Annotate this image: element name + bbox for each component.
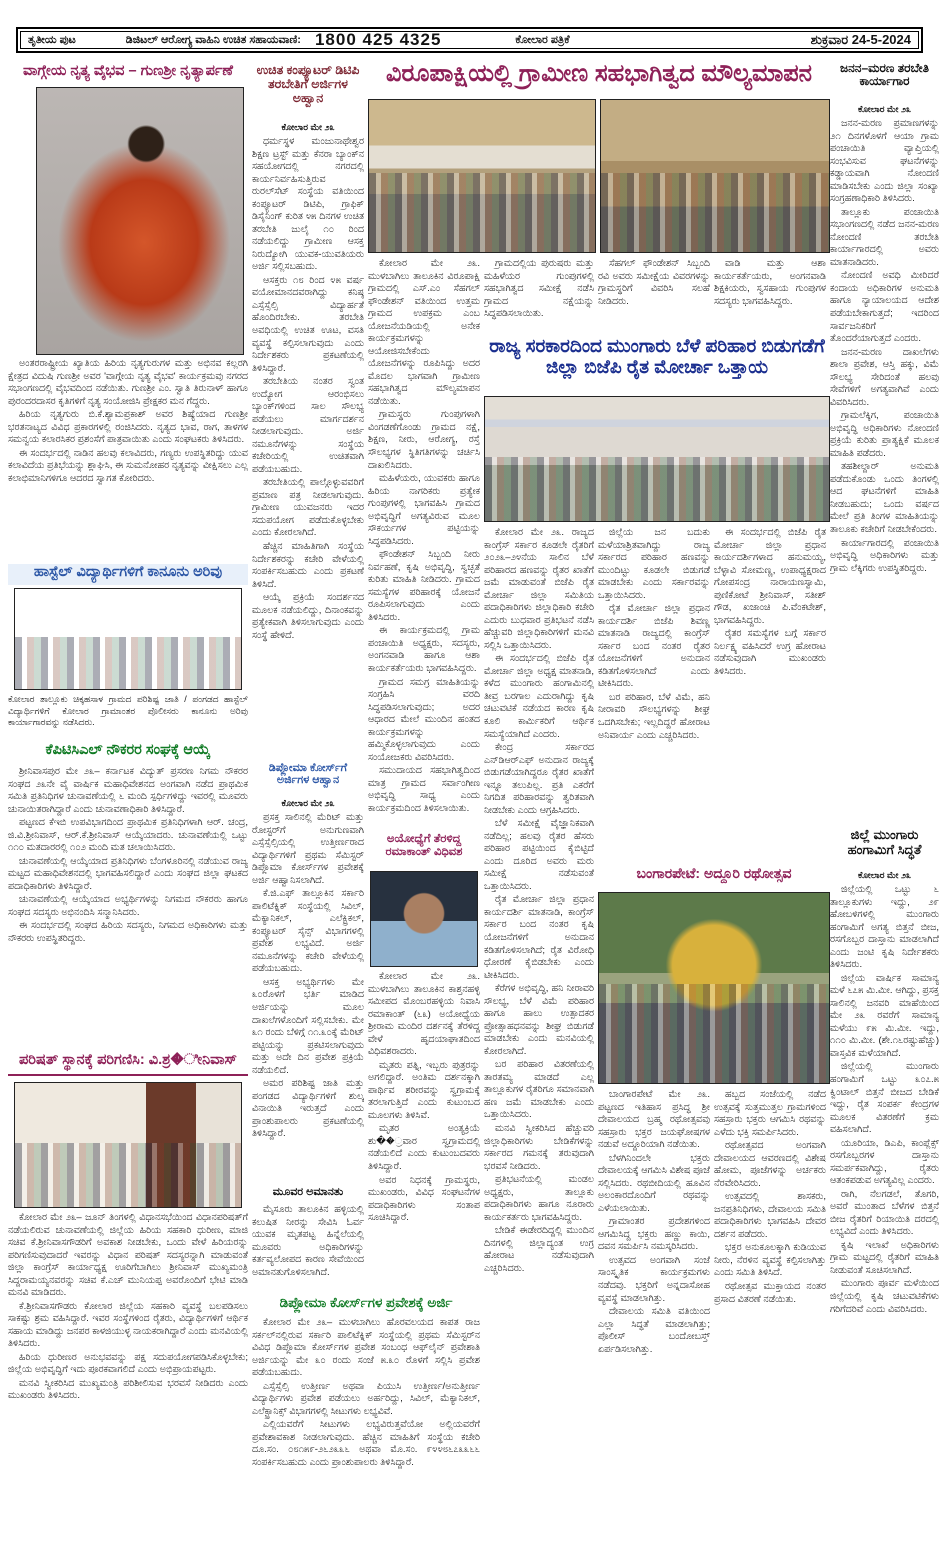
article-paragraph: ಕೋಲಾರ ಮೇ ೨೩. ಮುಳಬಾಗಿಲು ತಾಲೂಕಿನ ಕಾಶ್ತನಹಳ್ಳಿ ಸಮೀಪದ ಮೊಂಬರಹಳ್ಳಿಯ ನಿವಾಸಿ ರಮಾಕಾಂತ್ (೬೩) ಅಯೋಧ್ಯೆಯ ಶ್ರೀರಾಮ ಮಂದಿರ ದರ್ಶನಕ್ಕೆ ತೆರಳಿದ್ದ ವೇಳೆ ಹೃದಯಾಘಾತದಿಂದ ವಿಧಿವಶರಾದರು. — [368, 971, 480, 1058]
suspension-subhead: ಮೂವರ ಅಮಾನತು — [272, 1186, 344, 1198]
article-paragraph: ಜಿಲ್ಲೆಯ ವಾರ್ಷಿಕ ಸಾಮಾನ್ಯ ಮಳೆ ೬೭೫ ಮಿ.ಮೀ. ಆಗಿದ್ದು, ಪ್ರಸಕ್ತ ಸಾಲಿನಲ್ಲಿ ಜನವರಿ ಮಾಹೆಯಿಂದ ಮೇ ೨೩ ರವರೆಗೆ ಸಾಮಾನ್ಯ ಮಳೆಯು ೯೫ ಮಿ.ಮೀ. ಇದ್ದು, ೧೧೦ ಮಿ.ಮೀ. (ಶೇ.೧೬ರಷ್ಟುಹೆಚ್ಚು) ವಾಸ್ತವಿಕ ಮಳೆಯಾಗಿದೆ. — [830, 972, 939, 1059]
article-paragraph: ಅವರ ನಿಧನಕ್ಕೆ ಗ್ರಾಮಸ್ಥರು, ಮುಖಂಡರು, ವಿವಿಧ ಸಂಘಟನೆಗಳ ಪದಾಧಿಕಾರಿಗಳು ಸಂತಾಪ ಸೂಚಿಸಿದ್ದಾರೆ. — [368, 1174, 480, 1224]
kptcl-article-headline: ಕೆಪಿಟಿಸಿಎಲ್ ನೌಕರರ ಸಂಘಕ್ಕೆ ಆಯ್ಕೆ — [45, 742, 211, 758]
monsoon-prep-headline: ಜಿಲ್ಲೆ ಮುಂಗಾರು ಹಂಗಾಮಿಗೆ ಸಿದ್ಧತೆ — [847, 828, 922, 857]
article-paragraph: ಮೈಸೂರು ತಾಲೂಕಿನ ಹಳ್ಳಿಯಲ್ಲಿ ಕಲುಷಿತ ನೀರನ್ನು ಸೇವಿಸಿ ಓರ್ವ ಯುವಕ ಮೃತಪಟ್ಟ ಹಿನ್ನೆಲೆಯಲ್ಲಿ ಮೂವರು ಅಧಿಕಾರಿಗಳನ್ನು ಕರ್ತವ್ಯಲೋಪದ ಕಾರಣ ಸೇವೆಯಿಂದ ಅಮಾನತುಗೊಳಿಸಲಾಗಿದೆ. — [252, 1204, 364, 1278]
article-paragraph: ಜನನ-ಮರಣ ದಾಖಲೆಗಳು ಶಾಲಾ ಪ್ರವೇಶ, ಆಸ್ತಿ ಹಕ್ಕು, ವಿಮೆ ಸೌಲಭ್ಯ ಸೇರಿದಂತೆ ಹಲವು ಸೇವೆಗಳಿಗೆ ಅಗತ್ಯವಾಗಿವೆ ಎಂದು ವಿವರಿಸಿದರು. — [830, 346, 939, 408]
article-paragraph: ಪ್ರಸಕ್ತ ಸಾಲಿನಲ್ಲಿ ಮೆರಿಟ್ ಮತ್ತು ರೋಸ್ಟರ್‌ಗೆ ಅನುಗುಣವಾಗಿ ಎಸ್ಸೆಸ್ಸೆಲ್ಸಿಯಲ್ಲಿ ಉತ್ತೀರ್ಣರಾದ ವಿದ್ಯಾರ್ಥಿಗಳಿಗೆ ಪ್ರಥಮ ಸೆಮಿಸ್ಟರ್ ಡಿಪ್ಲೊಮಾ ಕೋರ್ಸ್‌ಗಳ ಪ್ರವೇಶಕ್ಕೆ ಅರ್ಜಿ ಆಹ್ವಾನಿಸಲಾಗಿದೆ. — [252, 812, 364, 886]
article-paragraph: ಪ್ರತಿಭಟನೆಯಲ್ಲಿ ಮಂಡಲ ಅಧ್ಯಕ್ಷರು, ತಾಲ್ಲೂಕು ಪದಾಧಿಕಾರಿಗಳು ಹಾಗೂ ನೂರಾರು ಕಾರ್ಯಕರ್ತರು ಭಾಗವಹಿಸಿದ್ದರು. — [484, 1174, 594, 1223]
parishat-article-body — [8, 1212, 248, 1542]
article-paragraph: ರೈತ ಮೋರ್ಚಾ ಜಿಲ್ಲಾ ಪ್ರಧಾನ ಕಾರ್ಯದರ್ಶಿ ಬಿಜೆಪಿ ಶಿವಣ್ಣ ಮಾತನಾಡಿ ರಾಜ್ಯದಲ್ಲಿ ಕಾಂಗ್ರೆಸ್ ಸರ್ಕಾರ ಬಂದ ನಂತರ ರೈತರ ಯೋಜನೆಗಳಿಗೆ ಅನುದಾನ ಕಡಿತಗೊಳಿಸಲಾಗಿದೆ ಎಂದು ಟೀಕಿಸಿದರು. — [598, 603, 710, 690]
article-paragraph: ಧರ್ಮಸ್ಥಳ ಮಂಜುನಾಥೇಶ್ವರ ಶಿಕ್ಷಣ ಟ್ರಸ್ಟ್ ಮತ್ತು ಕೆನರಾ ಬ್ಯಾಂಕ್‌ನ ಸಹಯೋಗದಲ್ಲಿ ನಗರದಲ್ಲಿ ಕಾರ್ಯನಿರ್ವಹಿಸುತ್ತಿರುವ ರುರಲ್‌ಸೆಟ್ ಸಂಸ್ಥೆಯ ವತಿಯಿಂದ ಕಂಪ್ಯೂಟರ್ ಡಿಟಿಪಿ, ಗ್ರಾಫಿಕ್ ಡಿಸೈನಿಂಗ್ ಕುರಿತ ೪೫ ದಿನಗಳ ಉಚಿತ ತರಬೇತಿ ಜುಲೈ ೧೦ ರಿಂದ ನಡೆಯಲಿದ್ದು ಗ್ರಾಮೀಣ ಆಸಕ್ತ ನಿರುದ್ಯೋಗಿ ಯುವಕ-ಯುವತಿಯರು ಅರ್ಜಿ ಸಲ್ಲಿಸಬಹುದು. — [252, 136, 364, 273]
ramakanth-portrait-photo — [370, 871, 478, 967]
evaluation-body-col-4 — [714, 258, 826, 332]
article-paragraph: ರಥೋತ್ಸವ ಮುಕ್ತಾಯದ ನಂತರ ಪ್ರಸಾದ ವಿತರಣೆ ನಡೆಯಿತು. — [714, 1280, 826, 1305]
article-paragraph: ಜಿಲ್ಲೆಯಲ್ಲಿ ಮುಂಗಾರು ಹಂಗಾಮಿಗೆ ಒಟ್ಟು ೩೦೭.೫ ಕ್ವಿಂಟಾಲ್ ಬಿತ್ತನೆ ಬೀಜದ ಬೇಡಿಕೆ ಇದ್ದು, ರೈತ ಸಂಪರ್ಕ ಕೇಂದ್ರಗಳ ಮೂಲಕ ವಿತರಣೆಗೆ ಕ್ರಮ ವಹಿಸಲಾಗಿದೆ. — [830, 1061, 939, 1136]
page-number-label: ತೃತೀಯ ಪುಟ — [28, 33, 76, 46]
rathotsava-body-col-1 — [598, 1089, 710, 1541]
article-paragraph: ಕೋಲಾರ ಮೇ ೨೩– ಜೂನ್ ತಿಂಗಳಲ್ಲಿ ವಿಧಾನಸಭೆಯಿಂದ ವಿಧಾನಪರಿಷತ್‌ಗೆ ನಡೆಯಲಿರುವ ಚುನಾವಣೆಯಲ್ಲಿ ಜಿಲ್ಲೆಯ ಹಿರಿಯ ಸಹಕಾರಿ ಧುರೀಣ, ಮಾಜಿ ಸಚಿವ ಕೆ.ಶ್ರೀನಿವಾಸಗೌಡರಿಗೆ ಅವಕಾಶ ನೀಡಬೇಕು, ಒಂದು ವೇಳೆ ಹಿರಿಯರನ್ನು ಪರಿಗಣಿಸುವುದಾದರೆ ಇವರನ್ನು ವಿಧಾನ ಪರಿಷತ್ ಸದಸ್ಯರನ್ನಾಗಿ ಮಾಡುವಂತೆ ಜಿಲ್ಲಾ ಕಾಂಗ್ರೆಸ್ ಕಾರ್ಯಾಧ್ಯಕ್ಷ ಊರಿಗೆಬಾಗಿಲು ಶ್ರೀನಿವಾಸ್ ಮುಖ್ಯಮಂತ್ರಿ ಸಿದ್ದರಾಮಯ್ಯನವರನ್ನು ಸಚಿವ ಕೆ.ಎಚ್ ಮುನಿಯಪ್ಪ ಅವರೊಂದಿಗೆ ಭೇಟಿ ಮಾಡಿ ಮನವಿ ಮಾಡಿದರು. — [8, 1212, 248, 1299]
article-paragraph: ಜನನ-ಮರಣ ಪ್ರಮಾಣಗಳನ್ನು ೨೧ ದಿನಗಳೊಳಗೆ ಆಯಾ ಗ್ರಾಮ ಪಂಚಾಯಿತಿ ವ್ಯಾಪ್ತಿಯಲ್ಲಿ ಸಂಭವಿಸುವ ಘಟನೆಗಳನ್ನು ಕಡ್ಡಾಯವಾಗಿ ನೋಂದಣಿ ಮಾಡಿಸಬೇಕು ಎಂದು ಜಿಲ್ಲಾ ಸಂಖ್ಯಾ ಸಂಗ್ರಹಣಾಧಿಕಾರಿ ತಿಳಿಸಿದರು. — [830, 118, 939, 205]
article-paragraph: ಗ್ರಾಮಸ್ಥರು ಗುಂಪುಗಳಾಗಿ ವಿಂಗಡಣೆಗೊಂಡು ಗ್ರಾಮದ ನಕ್ಷೆ, ಶಿಕ್ಷಣ, ನೀರು, ಆರೋಗ್ಯ, ರಸ್ತೆ ಸೌಲಭ್ಯಗಳ ಸ್ಥಿತಿಗತಿಗಳನ್ನು ಚರ್ಚಿಸಿ ದಾಖಲಿಸಿದರು. — [368, 409, 480, 471]
article-paragraph: ಈ ಸಂದರ್ಭದಲ್ಲಿ ಬಿಜೆಪಿ ರೈತ ಮೋರ್ಚಾ ಜಿಲ್ಲಾ ಅಧ್ಯಕ್ಷ ಮಾತನಾಡಿ, ಕಳೆದ ಮುಂಗಾರು ಹಂಗಾಮಿನಲ್ಲಿ ತೀವ್ರ ಬರಗಾಲ ಎದುರಾಗಿದ್ದು ಕೃಷಿ ಚಟುವಟಿಕೆ ನಡೆಯದ ಕಾರಣ ಕೃಷಿ ಕೂಲಿ ಕಾರ್ಮಿಕರಿಗೆ ಆರ್ಥಿಕ ಸಮಸ್ಯೆಯಾಗಿದೆ ಎಂದರು. — [484, 653, 594, 740]
evaluation-body-col-3 — [598, 258, 710, 332]
evaluation-group-photo-left — [368, 99, 596, 253]
article-paragraph: ಗ್ರಾಮದ ಸಮಗ್ರ ಮಾಹಿತಿಯನ್ನು ಸಂಗ್ರಹಿಸಿ ವರದಿ ಸಿದ್ಧಪಡಿಸಲಾಗುವುದು; ಅದರ ಆಧಾರದ ಮೇಲೆ ಮುಂದಿನ ಹಂತದ ಕಾರ್ಯಕ್ರಮಗಳನ್ನು ಹಮ್ಮಿಕೊಳ್ಳಲಾಗುವುದು ಎಂದು ಸಂಯೋಜಕರು ವಿವರಿಸಿದರು. — [368, 676, 480, 763]
article-paragraph: ಕೋಲಾರ ಮೇ ೨೩– ಮುಳಬಾಗಿಲು ಹೊರವಲಯದ ಕಾಪತ ರಾಜ ಸರ್ಕಲ್‌ನಲ್ಲಿರುವ ಸರ್ಕಾರಿ ಪಾಲಿಟೆಕ್ನಿಕ್ ಸಂಸ್ಥೆಯಲ್ಲಿ ಪ್ರಥಮ ಸೆಮಿಸ್ಟರ್‌ನ ವಿವಿಧ ಡಿಪ್ಲೊಮಾ ಕೋರ್ಸ್‌ಗಳ ಪ್ರವೇಶ ಸಂಬಂಧ ಆಫ್‌ಲೈನ್ ಪ್ರವೇಶಾತಿ ಅರ್ಜಿಯನ್ನು ಮೇ ೩೦ ರಂದು ಸಂಜೆ ೫.೩೦ ರೊಳಗೆ ಸಲ್ಲಿಸಿ ಪ್ರವೇಶ ಪಡೆಯಬಹುದು. — [252, 1317, 480, 1379]
article-paragraph: ಕೋಲಾರ ಮೇ ೨೩. ಮುಳಬಾಗಿಲು ತಾಲೂಕಿನ ವಿರೂಪಾಕ್ಷಿ ಗ್ರಾಮದಲ್ಲಿ ಎಸ್.ಎಂ ಸೆಹಗಲ್ ಫೌಂಡೇಶನ್ ವತಿಯಿಂದ ಉತ್ತಮ ಗ್ರಾಮದ ಉಪಕ್ರಮ ಎಂಬ ಯೋಜನೆಯಡಿಯಲ್ಲಿ ಅನೇಕ ಕಾರ್ಯಕ್ರಮಗಳನ್ನು ಆಯೋಜಿಸಬೇಕೆಂದು ಯೋಜನೆಗಳನ್ನು ರೂಪಿಸಿದ್ದು ಅದರ ಮೊದಲ ಭಾಗವಾಗಿ ಗ್ರಾಮೀಣ ಸಹಭಾಗಿತ್ವದ ಮೌಲ್ಯಮಾಪನ ನಡೆಯಿತು. — [368, 258, 480, 407]
article-paragraph: ಈ ಸಂದರ್ಭದಲ್ಲಿ ಬಿಜೆಪಿ ರೈತ ಮೋರ್ಚಾ ಜಿಲ್ಲಾ ಪ್ರಧಾನ ಕಾರ್ಯದರ್ಶಿಗಳಾದ ಹನುಮಯ್ಯ, ಬೆಳ್ಳಾವಿ ಸೋಮಣ್ಣ, ಉಪಾಧ್ಯಕ್ಷರಾದ ಗೋಪಸಂದ್ರ ನಾರಾಯಣಸ್ವಾಮಿ, ಪುಣಿಕೋಟೆ ಶ್ರೀನಿವಾಸ್, ಸತೀಶ್ ಗೌಡ, ಖಜಾಂಚಿ ಪಿ.ವೆಂಕಟೇಶ್, ಭಾಗವಹಿಸಿದ್ದರು. — [714, 527, 826, 626]
article-paragraph: ರಥೋತ್ಸವದ ಅಂಗವಾಗಿ ದೇವಾಲಯದ ಆವರಣದಲ್ಲಿ ವಿಶೇಷ ಹೋಮ, ಪೂಜೆಗಳನ್ನು ಅರ್ಚಕರು ನೆರವೇರಿಸಿದರು. — [714, 1140, 826, 1189]
article-paragraph: ಈ ಸಂದರ್ಭದಲ್ಲಿ ಸಂಘದ ಹಿರಿಯ ಸದಸ್ಯರು, ನಿಗಮದ ಅಧಿಕಾರಿಗಳು ಮತ್ತು ನೌಕರರು ಉಪಸ್ಥಿತರಿದ್ದರು. — [8, 920, 248, 944]
diploma-invite-subhead: ಡಿಪ್ಲೋಮಾ ಕೋರ್ಸ್‌ಗೆ ಅರ್ಜಿಗಳ ಆಹ್ವಾನ — [268, 762, 348, 787]
rathotsava-headline: ಬಂಗಾರಪೇಟೆ: ಅದ್ದೂರಿ ರಥೋತ್ಸವ — [636, 866, 792, 881]
article-paragraph: ಅಂತರರಾಷ್ಟ್ರೀಯ ಖ್ಯಾತಿಯ ಹಿರಿಯ ನೃತ್ಯಗುರುಗಳ ಮತ್ತು ಅಭಿನವ ಕಲ್ಲರಗಿ ಕ್ಷೇತ್ರದ ವಿದುಷಿ ಗುಣಶ್ರೀ ಅವರ 'ವಾಗ್ಗೇಯ ನೃತ್ಯ ವೈಭವ' ಕಾರ್ಯಕ್ರಮವು ನಗರದ ಸಭಾಂಗಣದಲ್ಲಿ ವೈಭವದಿಂದ ನಡೆಯಿತು. ಗುಣಶ್ರೀ ಎಂ. ಸ್ವಾತಿ ತಿರುನಾಳ್ ಹಾಗೂ ಪುರಂದರದಾಸರ ಕೃತಿಗಳಿಗೆ ನೃತ್ಯ ಸಂಯೋಜಿಸಿ ಪ್ರೇಕ್ಷಕರ ಮನ ಗೆದ್ದರು. — [8, 358, 248, 407]
helpline-label: ಡಿಜಿಟಲ್ ಆರೋಗ್ಯ ವಾಹಿನಿ ಉಚಿತ ಸಹಾಯವಾಣಿ: — [125, 33, 301, 46]
article-paragraph: ಸೆಹಗಲ್ ಫೌಂಡೇಶನ್ ಸಿಬ್ಬಂದಿ ರವಿ ಅವರು ಸಮೀಕ್ಷೆಯ ವಿವರಗಳನ್ನು ಗ್ರಾಮಸ್ಥರಿಗೆ ವಿವರಿಸಿ ಸಲಹೆ ನೀಡಿದರು. — [598, 258, 710, 307]
article-paragraph: ಮಹಿಳೆಯರು, ಯುವಕರು ಹಾಗೂ ಹಿರಿಯ ನಾಗರಿಕರು ಪ್ರತ್ಯೇಕ ಗುಂಪುಗಳಲ್ಲಿ ಭಾಗವಹಿಸಿ ಗ್ರಾಮದ ಅಭಿವೃದ್ಧಿಗೆ ಅಗತ್ಯವಿರುವ ಮೂಲ ಸೌಕರ್ಯಗಳ ಪಟ್ಟಿಯನ್ನು ಸಿದ್ಧಪಡಿಸಿದರು. — [368, 473, 480, 547]
article-paragraph: ಬೆಳಗಿನಿಂದಲೇ ಭಕ್ತರು ದೇವಾಲಯಕ್ಕೆ ಆಗಮಿಸಿ ವಿಶೇಷ ಪೂಜೆ ಸಲ್ಲಿಸಿದರು. ರಥಬೀದಿಯಲ್ಲಿ ಹೂವಿನ ಅಲಂಕಾರದೊಂದಿಗೆ ರಥವನ್ನು ಎಳೆಯಲಾಯಿತು. — [598, 1152, 710, 1214]
ayodhya-obituary-body — [368, 971, 480, 1291]
article-paragraph: ಉತ್ಸವದ ಅಂಗವಾಗಿ ಸಂಜೆ ಸಾಂಸ್ಕೃತಿಕ ಕಾರ್ಯಕ್ರಮಗಳು ನಡೆದವು. ಭಕ್ತರಿಗೆ ಅನ್ನದಾಸೋಹ ವ್ಯವಸ್ಥೆ ಮಾಡಲಾಗಿತ್ತು. — [598, 1254, 710, 1304]
article-paragraph: ಬೇಡಿಕೆ ಈಡೇರದಿದ್ದಲ್ಲಿ ಮುಂದಿನ ದಿನಗಳಲ್ಲಿ ಜಿಲ್ಲಾದ್ಯಂತ ಉಗ್ರ ಹೋರಾಟ ನಡೆಸುವುದಾಗಿ ಎಚ್ಚರಿಸಿದರು. — [484, 1225, 594, 1274]
hostel-article-headline: ಹಾಸ್ಟೆಲ್ ವಿದ್ಯಾರ್ಥಿಗಳಿಗೆ ಕಾನೂನು ಅರಿವು — [8, 564, 248, 585]
article-paragraph: ಜಿಲ್ಲೆಯ ಜನ ಬದುಕು ಮಳೆಯಾಶ್ರಿತವಾಗಿದ್ದು ರಾಜ್ಯ ಸರ್ಕಾರದ ಪರಿಹಾರ ಹಣವನ್ನು ಮುಂದಿಟ್ಟು ಕೂಡಲೇ ಬಿಡುಗಡೆ ಮಾಡಬೇಕು ಎಂದು ಸರ್ಕಾರವನ್ನು ಒತ್ತಾಯಿಸಿದರು. — [598, 527, 710, 601]
article-paragraph: ಗ್ರಾಮಲೆಕ್ಕಿಗ, ಪಂಚಾಯಿತಿ ಅಭಿವೃದ್ಧಿ ಅಧಿಕಾರಿಗಳು ನೋಂದಣಿ ಪ್ರಕ್ರಿಯೆ ಕುರಿತು ಪ್ರಾತ್ಯಕ್ಷಿಕೆ ಮೂಲಕ ಮಾಹಿತಿ ಪಡೆದರು. — [830, 410, 939, 459]
article-paragraph: ಗ್ರಾಮದಲ್ಲಿಯ ಪುರುಷರು ಮತ್ತು ಮಹಿಳೆಯರ ಗುಂಪುಗಳಲ್ಲಿ ಸಹಭಾಗಿತ್ವದ ಸಮೀಕ್ಷೆ ನಡೆಸಿ ಗ್ರಾಮದ ನಕ್ಷೆಯನ್ನು ಸಿದ್ಧಪಡಿಸಲಾಯಿತು. — [484, 258, 594, 320]
article-paragraph: ತಾಲ್ಲೂಕು ಪಂಚಾಯಿತಿ ಸಭಾಂಗಣದಲ್ಲಿ ನಡೆದ ಜನನ-ಮರಣ ನೋಂದಣಿ ತರಬೇತಿ ಕಾರ್ಯಾಗಾರದಲ್ಲಿ ಅವರು ಮಾತನಾಡಿದರು. — [830, 206, 939, 268]
bjp-body-col-3 — [714, 527, 826, 863]
article-paragraph: ಬಾಂಗಾರಪೇಟೆ ಮೇ ೨೩. ಪಟ್ಟಣದ ಇತಿಹಾಸ ಪ್ರಸಿದ್ಧ ಶ್ರೀ ದೇವಾಲಯದ ಬ್ರಹ್ಮ ರಥೋತ್ಸವವು ಸಹಸ್ರಾರು ಭಕ್ತರ ಜಯಘೋಷಗಳ ನಡುವೆ ಅದ್ದೂರಿಯಾಗಿ ನಡೆಯಿತು. — [598, 1089, 710, 1151]
article-paragraph: ಹೆಚ್ಚಿನ ಮಾಹಿತಿಗಾಗಿ ಸಂಸ್ಥೆಯ ನಿರ್ದೇಶಕರನ್ನು ಕಚೇರಿ ವೇಳೆಯಲ್ಲಿ ಸಂಪರ್ಕಿಸಬಹುದು ಎಂದು ಪ್ರಕಟಣೆ ತಿಳಿಸಿದೆ. — [252, 541, 364, 590]
issue-date: ಶುಕ್ರವಾರ 24-5-2024 — [810, 32, 911, 47]
article-paragraph: ಕಾರ್ಯಾಗಾರದಲ್ಲಿ ಪಂಚಾಯಿತಿ ಅಭಿವೃದ್ಧಿ ಅಧಿಕಾರಿಗಳು ಮತ್ತು ಗ್ರಾಮ ಲೆಕ್ಕಿಗರು ಉಪಸ್ಥಿತರಿದ್ದರು. — [830, 537, 939, 574]
article-paragraph: ಕೆ.ಜಿ.ಎಫ್ ತಾಲ್ಲೂಕಿನ ಸರ್ಕಾರಿ ಪಾಲಿಟೆಕ್ನಿಕ್ ಸಂಸ್ಥೆಯಲ್ಲಿ ಸಿವಿಲ್, ಮೆಕ್ಯಾನಿಕಲ್, ಎಲೆಕ್ಟ್ರಿಕಲ್, ಕಂಪ್ಯೂಟರ್ ಸೈನ್ಸ್ ವಿಭಾಗಗಳಲ್ಲಿ ಪ್ರವೇಶ ಲಭ್ಯವಿದೆ. ಅರ್ಜಿ ನಮೂನೆಗಳನ್ನು ಕಚೇರಿ ವೇಳೆಯಲ್ಲಿ ಪಡೆಯಬಹುದು. — [252, 888, 364, 975]
article-paragraph: ಹಿರಿಯ ಧುರೀಣರ ಅನುಭವವನ್ನು ಪಕ್ಷ ಸದುಪಯೋಗಪಡಿಸಿಕೊಳ್ಳಬೇಕು; ಜಿಲ್ಲೆಯ ಅಭಿವೃದ್ಧಿಗೆ ಇದು ಪೂರಕವಾಗಲಿದೆ ಎಂದು ಅಭಿಪ್ರಾಯಪಟ್ಟರು. — [8, 1351, 248, 1376]
article-paragraph: ಬೆಳೆ ಸಮೀಕ್ಷೆ ವೈಜ್ಞಾನಿಕವಾಗಿ ನಡೆದಿಲ್ಲ; ಹಲವು ರೈತರ ಹೆಸರು ಪರಿಹಾರ ಪಟ್ಟಿಯಿಂದ ಕೈಬಿಟ್ಟಿದೆ ಎಂದು ದೂರಿದ ಅವರು ಮರು ಸಮೀಕ್ಷೆ ನಡೆಸುವಂತೆ ಒತ್ತಾಯಿಸಿದರು. — [484, 818, 594, 892]
article-paragraph: ಶ್ರೀನಿವಾಸಪುರ ಮೇ ೨೩– ಕರ್ನಾಟಕ ವಿದ್ಯುತ್ ಪ್ರಸರಣ ನಿಗಮ ನೌಕರರ ಸಂಘದ ೨೩ನೇ ವೈ ವಾರ್ಷಿಕ ಮಹಾಧಿವೇಶನದ ಅಂಗವಾಗಿ ನಡೆದ ಪ್ರಾಥಮಿಕ ಸಮಿತಿ ಪ್ರತಿನಿಧಿಗಳ ಚುನಾವಣೆಯಲ್ಲಿ ೬ ಮಂದಿ ಸ್ಪರ್ಧಿಗಳಿದ್ದು ಇವರಲ್ಲಿ ಮೂವರು ಚುನಾಯಿತರಾಗಿದ್ದಾರೆ ಎಂದು ಚುನಾವಣಾಧಿಕಾರಿ ತಿಳಿಸಿದ್ದಾರೆ. — [8, 766, 248, 815]
ayodhya-obituary-headline: ಅಯೋಧ್ಯೆಗೆ ತೆರಳಿದ್ದ ರಮಾಕಾಂತ್ ವಿಧಿವಶ — [385, 833, 463, 858]
dance-article-body — [8, 358, 248, 562]
article-paragraph: ಎಲ್ಲಿಯವರೆಗೆ ಸೀಟುಗಳು ಲಭ್ಯವಿರುತ್ತವೆಯೋ ಅಲ್ಲಿಯವರೆಗೆ ಪ್ರವೇಶಾವಕಾಶ ನೀಡಲಾಗುವುದು. ಹೆಚ್ಚಿನ ಮಾಹಿತಿಗೆ ಸಂಸ್ಥೆಯ ಕಚೇರಿ ದೂ.ಸಂ. ೦೮೧೫೯-೨೬೨೩೩೬ ಅಥವಾ ಮೊ.ಸಂ. ೯೪೪೮೬೭೩೩೬೬ ಸಂಪರ್ಕಿಸಬಹುದು ಎಂದು ಪ್ರಾಂಶುಪಾಲರು ತಿಳಿಸಿದ್ದಾರೆ. — [252, 1419, 480, 1468]
diploma-admission-body — [252, 1317, 480, 1542]
article-paragraph: ರೈತರ ಸಮಸ್ಯೆಗಳ ಬಗ್ಗೆ ಸರ್ಕಾರ ನಿರ್ಲಕ್ಷ್ಯ ವಹಿಸಿದರೆ ಉಗ್ರ ಹೋರಾಟ ನಡೆಸುವುದಾಗಿ ಮುಖಂಡರು ತಿಳಿಸಿದರು. — [714, 628, 826, 677]
dance-article-headline: ವಾಗ್ಗೇಯ ನೃತ್ಯ ವೈಭವ – ಗುಣಶ್ರೀ ನೃತ್ಯಾರ್ಪಣೆ — [23, 63, 233, 79]
article-paragraph: ಮೃತರ ಅಂತ್ಯಕ್ರಿಯೆ ಶು��್ರವಾರ ಸ್ವಗ್ರಾಮದಲ್ಲಿ ನಡೆಯಲಿದೆ ಎಂದು ಕುಟುಂಬದವರು ತಿಳಿಸಿದ್ದಾರೆ. — [368, 1123, 480, 1172]
article-paragraph: ಮನವಿ ಸ್ವೀಕರಿಸಿದ ಮುಖ್ಯಮಂತ್ರಿ ಪರಿಶೀಲಿಸುವ ಭರವಸೆ ನೀಡಿದರು ಎಂದು ಮುಖಂಡರು ತಿಳಿಸಿದರು. — [8, 1377, 248, 1402]
article-paragraph: ಕೆ.ಶ್ರೀನಿವಾಸಗೌಡರು ಕೋಲಾರ ಜಿಲ್ಲೆಯ ಸಹಕಾರಿ ವ್ಯವಸ್ಥೆ ಬಲಪಡಿಸಲು ಸಾಕಷ್ಟು ಶ್ರಮ ವಹಿಸಿದ್ದಾರೆ. ಇವರ ಸಂಸ್ಥೆಗಳಿಂದ ರೈತರು, ವಿದ್ಯಾರ್ಥಿಗಳಿಗೆ ಆರ್ಥಿಕ ಸಹಾಯ ಮಾಡಿದ್ದು ಜನಪರ ಕಾಳಜಿಯುಳ್ಳ ನಾಯಕರಾಗಿದ್ದಾರೆ ಎಂದು ಮನವಿಯಲ್ಲಿ ತಿಳಿಸಿದರು. — [8, 1300, 248, 1350]
monsoon-prep-dateline: ಕೋಲಾರ ಮೇ ೨೩ — [857, 870, 912, 880]
birth-death-dateline: ಕೋಲಾರ ಮೇ ೨೩ — [857, 104, 912, 114]
article-paragraph: ಆಯ್ಕೆ ಪ್ರಕ್ರಿಯೆ ಸಂದರ್ಶನದ ಮೂಲಕ ನಡೆಯಲಿದ್ದು, ದಿನಾಂಕವನ್ನು ಪ್ರತ್ಯೇಕವಾಗಿ ತಿಳಿಸಲಾಗುವುದು ಎಂದು ಸಂಸ್ಥೆ ಹೇಳಿದೆ. — [252, 592, 364, 641]
article-paragraph: ಈ ಕಾರ್ಯಕ್ರಮದಲ್ಲಿ ಗ್ರಾಮ ಪಂಚಾಯಿತಿ ಅಧ್ಯಕ್ಷರು, ಸದಸ್ಯರು, ಅಂಗನವಾಡಿ ಹಾಗೂ ಆಶಾ ಕಾರ್ಯಕರ್ತೆಯರು ಭಾಗವಹಿಸಿದ್ದರು. — [368, 625, 480, 674]
article-paragraph: ಅಮರ ಪರಿಶಿಷ್ಟ ಜಾತಿ ಮತ್ತು ಪಂಗಡದ ವಿದ್ಯಾರ್ಥಿಗಳಿಗೆ ಶುಲ್ಕ ವಿನಾಯಿತಿ ಇರುತ್ತದೆ ಎಂದು ಪ್ರಾಂಶುಪಾಲರು ಪ್ರಕಟಣೆಯಲ್ಲಿ ತಿಳಿಸಿದ್ದಾರೆ. — [252, 1078, 364, 1140]
article-paragraph: ಕೃಷಿ ಇಲಾಖೆ ಅಧಿಕಾರಿಗಳು ಗ್ರಾಮ ಮಟ್ಟದಲ್ಲಿ ರೈತರಿಗೆ ಮಾಹಿತಿ ನೀಡುವಂತೆ ಸೂಚಿಸಲಾಗಿದೆ. — [830, 1239, 939, 1276]
article-paragraph: ಸಮುದಾಯದ ಸಹಭಾಗಿತ್ವದಿಂದ ಮಾತ್ರ ಗ್ರಾಮದ ಸರ್ವಾಂಗೀಣ ಅಭಿವೃದ್ಧಿ ಸಾಧ್ಯ ಎಂದು ಕಾರ್ಯಕ್ರಮದಿಂದ ತಿಳಿಸಲಾಯಿತು. — [368, 765, 480, 814]
hostel-workshop-photo — [14, 588, 242, 690]
article-paragraph: ದೇವಾಲಯ ಸಮಿತಿ ವತಿಯಿಂದ ಎಲ್ಲಾ ಸಿದ್ಧತೆ ಮಾಡಲಾಗಿತ್ತು; ಪೊಲೀಸ್ ಬಂದೋಬಸ್ತ್ ಏರ್ಪಡಿಸಲಾಗಿತ್ತು. — [598, 1306, 710, 1355]
evaluation-body-col-1 — [368, 258, 480, 830]
chariot-festival-photo — [598, 892, 830, 1084]
evaluation-article-headline: ವಿರೂಪಾಕ್ಷಿಯಲ್ಲಿ ಗ್ರಾಮೀಣ ಸಹಭಾಗಿತ್ವದ ಮೌಲ್ಯಮಾಪನ — [385, 61, 813, 87]
masthead-bar — [16, 27, 923, 53]
article-paragraph: ಚುನಾವಣೆಯಲ್ಲಿ ಆಯ್ಕೆಯಾದ ಅಭ್ಯರ್ಥಿಗಳನ್ನು ನಿಗಮದ ನೌಕರರು ಹಾಗೂ ಸಂಘದ ಸದಸ್ಯರು ಅಭಿನಂದಿಸಿ ಸನ್ಮಾನಿಸಿದರು. — [8, 894, 248, 918]
dtp-article-body — [252, 136, 364, 760]
article-paragraph: ಮುಂಗಾರು ಪೂರ್ವ ಮಳೆಯಿಂದ ಜಿಲ್ಲೆಯಲ್ಲಿ ಕೃಷಿ ಚಟುವಟಿಕೆಗಳು ಗರಿಗೆದರಿವೆ ಎಂದು ವಿವರಿಸಿದರು. — [830, 1278, 939, 1315]
evaluation-body-col-2 — [484, 258, 594, 332]
article-paragraph: ಭಕ್ತರ ಅನುಕೂಲಕ್ಕಾಗಿ ಕುಡಿಯುವ ನೀರು, ನೆರಳಿನ ವ್ಯವಸ್ಥೆ ಕಲ್ಪಿಸಲಾಗಿತ್ತು ಎಂದು ಸಮಿತಿ ತಿಳಿಸಿದೆ. — [714, 1242, 826, 1279]
parishat-meeting-photo — [14, 1082, 242, 1208]
article-paragraph: ಹಬ್ಬದ ಸಂಜೆಯಲ್ಲಿ ನಡೆದ ಉತ್ಸವಕ್ಕೆ ಸುತ್ತಮುತ್ತಲ ಗ್ರಾಮಗಳಿಂದ ಸಹಸ್ರಾರು ಭಕ್ತರು ಆಗಮಿಸಿ ರಥವನ್ನು ಎಳೆದು ಭಕ್ತಿ ಸಮರ್ಪಿಸಿದರು. — [714, 1089, 826, 1138]
article-paragraph: ಆಸಕ್ತ ಅಭ್ಯರ್ಥಿಗಳು ಮೇ ೩೦ರೊಳಗೆ ಭರ್ತಿ ಮಾಡಿದ ಅರ್ಜಿಯನ್ನು ಮೂಲ ದಾಖಲೆಗಳೊಂದಿಗೆ ಸಲ್ಲಿಸಬೇಕು. ಮೇ ೩೧ ರಂದು ಬೆಳಿಗ್ಗೆ ೧೧.೩೦ಕ್ಕೆ ಮೆರಿಟ್ ಪಟ್ಟಿಯನ್ನು ಪ್ರಕಟಿಸಲಾಗುವುದು ಮತ್ತು ಅದೇ ದಿನ ಪ್ರವೇಶ ಪ್ರಕ್ರಿಯೆ ನಡೆಯಲಿದೆ. — [252, 976, 364, 1076]
article-paragraph: ಕೋಲಾರ ಮೇ ೨೩. ರಾಜ್ಯದ ಕಾಂಗ್ರೆಸ್ ಸರ್ಕಾರ ಕೂಡಲೇ ರೈತರಿಗೆ ೨೦೨೩–೨೪ನೆಯ ಸಾಲಿನ ಬೆಳೆ ಪರಿಹಾರದ ಹಣವನ್ನು ರೈತರ ಖಾತೆಗೆ ಜಮೆ ಮಾಡುವಂತೆ ಬಿಜೆಪಿ ರೈತ ಮೋರ್ಚಾ ಜಿಲ್ಲಾ ಸಮಿತಿಯ ಪದಾಧಿಕಾರಿಗಳು ಜಿಲ್ಲಾಧಿಕಾರಿ ಕಚೇರಿ ಎದುರು ಬುಧವಾರ ಪ್ರತಿಭಟನೆ ನಡೆಸಿ ಹೆಚ್ಚುವರಿ ಜಿಲ್ಲಾಧಿಕಾರಿಗಳಿಗೆ ಮನವಿ ಸಲ್ಲಿಸಿ ಒತ್ತಾಯಿಸಿದರು. — [484, 527, 594, 651]
hostel-photo-caption: ಕೋಲಾರ ತಾಲ್ಲೂಕು ಚಿಕ್ಕಹಸಾಳ ಗ್ರಾಮದ ಪರಿಶಿಷ್ಟ ಜಾತಿ / ಪಂಗಡದ ಹಾಸ್ಟೆಲ್ ವಿದ್ಯಾರ್ಥಿಗಳಿಗೆ ಕೋಲಾರ ಗ್ರಾಮಾಂತರ ಪೊಲೀಸರು ಕಾನೂನು ಅರಿವು ಕಾರ್ಯಾಗಾರವನ್ನು ನಡೆಸಿದರು. — [8, 694, 248, 728]
article-paragraph: ಕೆರೆಗಳ ಅಭಿವೃದ್ಧಿ, ಹನಿ ನೀರಾವರಿ ಸೌಲಭ್ಯ, ಬೆಳೆ ವಿಮೆ ಪರಿಹಾರ ಹಾಗೂ ಹಾಲು ಉತ್ಪಾದಕರ ಪ್ರೋತ್ಸಾಹಧನವನ್ನು ಶೀಘ್ರ ಬಿಡುಗಡೆ ಮಾಡಬೇಕು ಎಂದು ಮನವಿಯಲ್ಲಿ ಕೋರಲಾಗಿದೆ. — [484, 983, 594, 1057]
bjp-protest-photo — [484, 396, 830, 522]
bjp-body-col-1 — [484, 527, 594, 1541]
monsoon-prep-body — [830, 884, 939, 1541]
suspension-body — [252, 1204, 364, 1292]
dtp-dateline: ಕೋಲಾರ ಮೇ ೨೩ — [281, 122, 335, 132]
article-paragraph: ಎಸ್ಸೆಸ್ಸೆಲ್ಸಿ ಉತ್ತೀರ್ಣ ಅಥವಾ ಪಿಯುಸಿ ಉತ್ತೀರ್ಣ/ಅನುತ್ತೀರ್ಣ ವಿದ್ಯಾರ್ಥಿಗಳು ಪ್ರವೇಶ ಪಡೆಯಲು ಅರ್ಹರಿದ್ದು, ಸಿವಿಲ್, ಮೆಕ್ಯಾನಿಕಲ್, ಎಲೆಕ್ಟ್ರಾನಿಕ್ಸ್ ವಿಭಾಗಗಳಲ್ಲಿ ಸೀಟುಗಳು ಲಭ್ಯವಿವೆ. — [252, 1380, 480, 1417]
article-paragraph: ಯೂರಿಯಾ, ಡಿಎಪಿ, ಕಾಂಪ್ಲೆಕ್ಸ್ ರಸಗೊಬ್ಬರಗಳ ದಾಸ್ತಾನು ಸಮರ್ಪಕವಾಗಿದ್ದು, ರೈತರು ಆತಂಕಪಡುವ ಅಗತ್ಯವಿಲ್ಲ ಎಂದರು. — [830, 1137, 939, 1187]
article-paragraph: ಮನವಿ ಸ್ವೀಕರಿಸಿದ ಹೆಚ್ಚುವರಿ ಜಿಲ್ಲಾಧಿಕಾರಿಗಳು ಬೇಡಿಕೆಗಳನ್ನು ಸರ್ಕಾರದ ಗಮನಕ್ಕೆ ತರುವುದಾಗಿ ಭರವಸೆ ನೀಡಿದರು. — [484, 1122, 594, 1172]
parishat-article-headline: ಪರಿಷತ್ ಸ್ಥಾನಕ್ಕೆ ಪರಿಗಣಿಸಿ: ವಿ.ಶ್ರ�ೀನಿವಾಸ್ — [8, 1052, 248, 1076]
article-paragraph: ರೈತ ಮೋರ್ಚಾ ಜಿಲ್ಲಾ ಪ್ರಧಾನ ಕಾರ್ಯದರ್ಶಿ ಮಾತನಾಡಿ, ಕಾಂಗ್ರೆಸ್ ಸರ್ಕಾರ ಬಂದ ನಂತರ ಕೃಷಿ ಯೋಜನೆಗಳಿಗೆ ಅನುದಾನ ಕಡಿತಗೊಳಿಸಲಾಗಿದೆ; ರೈತ ವಿರೋಧಿ ಧೋರಣೆ ಕೈಬಿಡಬೇಕು ಎಂದು ಟೀಕಿಸಿದರು. — [484, 894, 594, 981]
bjp-article-headline: ರಾಜ್ಯ ಸರಕಾರದಿಂದ ಮುಂಗಾರು ಬೆಳೆ ಪರಿಹಾರ ಬಿಡುಗಡೆಗೆ ಜಿಲ್ಲಾ ಬಿಜೆಪಿ ರೈತ ಮೋರ್ಚಾ ಒತ್ತಾಯ — [489, 336, 825, 377]
birth-death-headline: ಜನನ–ಮರಣ ತರಬೇತಿ ಕಾರ್ಯಾಗಾರ — [840, 62, 929, 89]
article-paragraph: ಹಿರಿಯ ನೃತ್ಯಗುರು ಬಿ.ಕೆ.ಶ್ಯಾಮಪ್ರಕಾಶ್ ಅವರ ಶಿಷ್ಯೆಯಾದ ಗುಣಶ್ರೀ ಭರತನಾಟ್ಯದ ವಿವಿಧ ಪ್ರಕಾರಗಳಲ್ಲಿ ರಂಜಿಸಿದರು. ನೃತ್ಯದ ಭಾವ, ರಾಗ, ತಾಳಗಳ ಸಮನ್ವಯ ಕಲಾರಸಿಕರ ಪ್ರಶಂಸೆಗೆ ಪಾತ್ರವಾಯಿತು ಎಂದು ಸಂಘಟಕರು ತಿಳಿಸಿದರು. — [8, 409, 248, 446]
article-paragraph: ನೋಂದಣಿ ಅವಧಿ ಮೀರಿದರೆ ಕಂದಾಯ ಅಧಿಕಾರಿಗಳ ಅನುಮತಿ ಹಾಗೂ ನ್ಯಾಯಾಲಯದ ಆದೇಶ ಪಡೆಯಬೇಕಾಗುತ್ತದೆ; ಇದರಿಂದ ಸಾರ್ವಜನಿಕರಿಗೆ ತೊಂದರೆಯಾಗುತ್ತದೆ ಎಂದರು. — [830, 270, 939, 345]
article-paragraph: ಆಸಕ್ತರು ೧೮ ರಿಂದ ೪೫ ವರ್ಷ ವಯೋಮಾನದವರಾಗಿದ್ದು ಕನಿಷ್ಠ ಎಸ್ಸೆಸ್ಸೆಲ್ಸಿ ವಿದ್ಯಾರ್ಹತೆ ಹೊಂದಿರಬೇಕು. ತರಬೇತಿ ಅವಧಿಯಲ್ಲಿ ಉಚಿತ ಊಟ, ವಸತಿ ವ್ಯವಸ್ಥೆ ಕಲ್ಪಿಸಲಾಗುವುದು ಎಂದು ನಿರ್ದೇಶಕರು ಪ್ರಕಟಣೆಯಲ್ಲಿ ತಿಳಿಸಿದ್ದಾರೆ. — [252, 274, 364, 374]
birth-death-body — [830, 118, 939, 826]
article-paragraph: ಚುನಾವಣೆಯಲ್ಲಿ ಆಯ್ಕೆಯಾದ ಪ್ರತಿನಿಧಿಗಳು ಬೆಂಗಳೂರಿನಲ್ಲಿ ನಡೆಯುವ ರಾಜ್ಯ ಮಟ್ಟದ ಮಹಾಧಿವೇಶನದಲ್ಲಿ ಭಾಗವಹಿಸಲಿದ್ದಾರೆ ಎಂದು ಸಂಘದ ಜಿಲ್ಲಾ ಘಟಕದ ಪದಾಧಿಕಾರಿಗಳು ತಿಳಿಸಿದ್ದಾರೆ. — [8, 855, 248, 892]
article-paragraph: ತಹಶೀಲ್ದಾರ್ ಅನುಮತಿ ಪಡೆದುಕೊಂಡು ಒಂದು ತಿಂಗಳಲ್ಲಿ ಆದ ಘಟನೆಗಳಿಗೆ ಮಾಹಿತಿ ನೀಡಬಹುದು; ಒಂದು ವರ್ಷದ ಮೇಲೆ ಪ್ರತಿ ತಿಂಗಳ ಮಾಹಿತಿಯನ್ನು ತಾಲೂಕು ಕಚೇರಿಗೆ ನೀಡಬೇಕೆಂದರು. — [830, 461, 939, 535]
diploma-invite-dateline: ಕೋಲಾರ ಮೇ ೨೩ — [281, 798, 335, 808]
paper-name: ಕೋಲಾರ ಪತ್ರಿಕೆ — [515, 33, 570, 46]
article-paragraph: ಬರ ಪರಿಹಾರ, ಬೆಳೆ ವಿಮೆ, ಹನಿ ನೀರಾವರಿ ಸೌಲಭ್ಯಗಳನ್ನು ಶೀಘ್ರ ಒದಗಿಸಬೇಕು; ಇಲ್ಲದಿದ್ದರೆ ಹೋರಾಟ ಅನಿವಾರ್ಯ ಎಂದು ಎಚ್ಚರಿಸಿದರು. — [598, 691, 710, 741]
article-paragraph: ಮೃತರು ಪತ್ನಿ, ಇಬ್ಬರು ಪುತ್ರರನ್ನು ಅಗಲಿದ್ದಾರೆ. ಅಂತಿಮ ದರ್ಶನಕ್ಕಾಗಿ ಪಾರ್ಥಿವ ಶರೀರವನ್ನು ಸ್ವಗ್ರಾಮಕ್ಕೆ ತರಲಾಗುತ್ತಿದೆ ಎಂದು ಕುಟುಂಬದ ಮೂಲಗಳು ತಿಳಿಸಿವೆ. — [368, 1059, 480, 1121]
article-paragraph: ವಾಡಿ ಮತ್ತು ಆಶಾ ಕಾರ್ಯಕರ್ತೆಯರು, ಅಂಗನವಾಡಿ ಶಿಕ್ಷಕಿಯರು, ಸ್ವಸಹಾಯ ಗುಂಪುಗಳ ಸದಸ್ಯರು ಭಾಗವಹಿಸಿದ್ದರು. — [714, 258, 826, 307]
article-paragraph: ಉತ್ಸವದಲ್ಲಿ ಶಾಸಕರು, ಜನಪ್ರತಿನಿಧಿಗಳು, ದೇವಾಲಯ ಸಮಿತಿ ಪದಾಧಿಕಾರಿಗಳು ಭಾಗವಹಿಸಿ ದೇವರ ದರ್ಶನ ಪಡೆದರು. — [714, 1191, 826, 1240]
rathotsava-body-col-2 — [714, 1089, 826, 1541]
kptcl-article-body — [8, 766, 248, 1050]
article-paragraph: ರಾಗಿ, ನೆಲಗಡಲೆ, ತೊಗರಿ, ಅವರೆ ಮುಂತಾದ ಬೆಳೆಗಳ ಬಿತ್ತನೆ ಬೀಜ ರೈತರಿಗೆ ರಿಯಾಯಿತಿ ದರದಲ್ಲಿ ಲಭ್ಯವಿದೆ ಎಂದು ತಿಳಿಸಿದರು. — [830, 1188, 939, 1238]
article-paragraph: ಪಟ್ಟಣದ ಕೆಇಬಿ ಉಪವಿಭಾಗದಿಂದ ಪ್ರಾಥಮಿಕ ಪ್ರತಿನಿಧಿಗಳಾಗಿ ಆರ್. ಚಂದ್ರ, ಜಿ.ವಿ.ಶ್ರೀನಿವಾಸ್, ಆರ್.ಕೆ.ಶ್ರೀನಿವಾಸ್ ಆಯ್ಕೆಯಾದರು. ಚುನಾವಣೆಯಲ್ಲಿ ಒಟ್ಟು ೧೧೦ ಮತದಾರರಲ್ಲಿ ೧೦೨ ಮಂದಿ ಮತ ಚಲಾಯಿಸಿದರು. — [8, 817, 248, 854]
article-paragraph: ಜಿಲ್ಲೆಯಲ್ಲಿ ಒಟ್ಟು ೬ ತಾಲ್ಲೂಕುಗಳು ಇದ್ದು, ೨೯ ಹೋಬಳಿಗಳಲ್ಲಿ ಮುಂಗಾರು ಹಂಗಾಮಿಗೆ ಅಗತ್ಯ ಬಿತ್ತನೆ ಬೀಜ, ರಸಗೊಬ್ಬರ ದಾಸ್ತಾನು ಮಾಡಲಾಗಿದೆ ಎಂದು ಜಂಟಿ ಕೃಷಿ ನಿರ್ದೇಶಕರು ತಿಳಿಸಿದರು. — [830, 884, 939, 971]
article-paragraph: ಗ್ರಾಮಾಂತರ ಪ್ರದೇಶಗಳಿಂದ ಆಗಮಿಸಿದ್ದ ಭಕ್ತರು ಹಣ್ಣು ಕಾಯಿ, ದವನ ಸಮರ್ಪಿಸಿ ನಮಸ್ಕರಿಸಿದರು. — [598, 1216, 710, 1253]
diploma-invite-body — [252, 812, 364, 1184]
article-paragraph: ಬರ ಪರಿಹಾರ ವಿತರಣೆಯಲ್ಲಿ ತಾರತಮ್ಯ ಮಾಡದೆ ಎಲ್ಲ ತಾಲ್ಲೂಕುಗಳ ರೈತರಿಗೂ ಸಮಾನವಾಗಿ ಹಣ ಜಮೆ ಮಾಡಬೇಕು ಎಂದು ಒತ್ತಾಯಿಸಿದರು. — [484, 1059, 594, 1121]
dancer-photo — [36, 87, 244, 355]
article-paragraph: ಈ ಸಂದರ್ಭದಲ್ಲಿ ನಾಡಿನ ಹಲವು ಕಲಾವಿದರು, ಗಣ್ಯರು ಉಪಸ್ಥಿತರಿದ್ದು ಯುವ ಕಲಾವಿದೆಯ ಪ್ರತಿಭೆಯನ್ನು ಶ್ಲಾಘಿಸಿ, ಈ ಸುಮನೋಹರ ನೃತ್ಯವನ್ನು ವೀಕ್ಷಿಸಲು ಎಲ್ಲ ಕಲಾಭಿಮಾನಿಗಳಿಗೂ ಆದರದ ಸ್ವಾಗತ ಕೋರಿದರು. — [8, 447, 248, 484]
dtp-article-headline: ಉಚಿತ ಕಂಪ್ಯೂಟರ್ ಡಿಟಿಪಿ ತರಬೇತಿಗೆ ಅರ್ಜಿಗಳ ಅಹ್ವಾನ — [256, 63, 360, 105]
article-paragraph: ತರಬೇತಿಯ ನಂತರ ಸ್ವಂತ ಉದ್ಯೋಗ ಆರಂಭಿಸಲು ಬ್ಯಾಂಕ್‌ಗಳಿಂದ ಸಾಲ ಸೌಲಭ್ಯ ಪಡೆಯಲು ಮಾರ್ಗದರ್ಶನ ನೀಡಲಾಗುವುದು. ಅರ್ಜಿ ನಮೂನೆಗಳನ್ನು ಸಂಸ್ಥೆಯ ಕಚೇರಿಯಲ್ಲಿ ಉಚಿತವಾಗಿ ಪಡೆಯಬಹುದು. — [252, 376, 364, 475]
article-paragraph: ತರಬೇತಿಯಲ್ಲಿ ಪಾಲ್ಗೊಳ್ಳುವವರಿಗೆ ಪ್ರಮಾಣ ಪತ್ರ ನೀಡಲಾಗುವುದು. ಗ್ರಾಮೀಣ ಯುವಜನರು ಇದರ ಸದುಪಯೋಗ ಪಡೆದುಕೊಳ್ಳಬೇಕು ಎಂದು ಕೋರಲಾಗಿದೆ. — [252, 477, 364, 539]
article-paragraph: ಫೌಂಡೇಶನ್ ಸಿಬ್ಬಂದಿ ನೀರು ನಿರ್ವಹಣೆ, ಕೃಷಿ ಅಭಿವೃದ್ಧಿ, ಸ್ವಚ್ಛತೆ ಕುರಿತು ಮಾಹಿತಿ ನೀಡಿದರು. ಗ್ರಾಮದ ಸಮಸ್ಯೆಗಳ ಪರಿಹಾರಕ್ಕೆ ಯೋಜನೆ ರೂಪಿಸಲಾಗುವುದು ಎಂದು ತಿಳಿಸಿದರು. — [368, 549, 480, 623]
diploma-admission-headline: ಡಿಪ್ಲೋಮಾ ಕೋರ್ಸ್‌ಗಳ ಪ್ರವೇಶಕ್ಕೆ ಅರ್ಜಿ — [279, 1295, 453, 1310]
helpline-number: 1800 425 4325 — [314, 30, 442, 49]
bjp-body-col-2 — [598, 527, 710, 863]
article-paragraph: ಕೇಂದ್ರ ಸರ್ಕಾರದ ಎನ್‌ಡಿಆರ್‌ಎಫ್ ಅನುದಾನ ರಾಜ್ಯಕ್ಕೆ ಬಿಡುಗಡೆಯಾಗಿದ್ದರೂ ರೈತರ ಖಾತೆಗೆ ಇನ್ನೂ ತಲುಪಿಲ್ಲ. ಪ್ರತಿ ಎಕರೆಗೆ ನಿಗದಿತ ಪರಿಹಾರವನ್ನು ತ್ವರಿತವಾಗಿ ನೀಡಬೇಕು ಎಂದು ಆಗ್ರಹಿಸಿದರು. — [484, 742, 594, 816]
evaluation-group-photo-right — [600, 99, 830, 253]
